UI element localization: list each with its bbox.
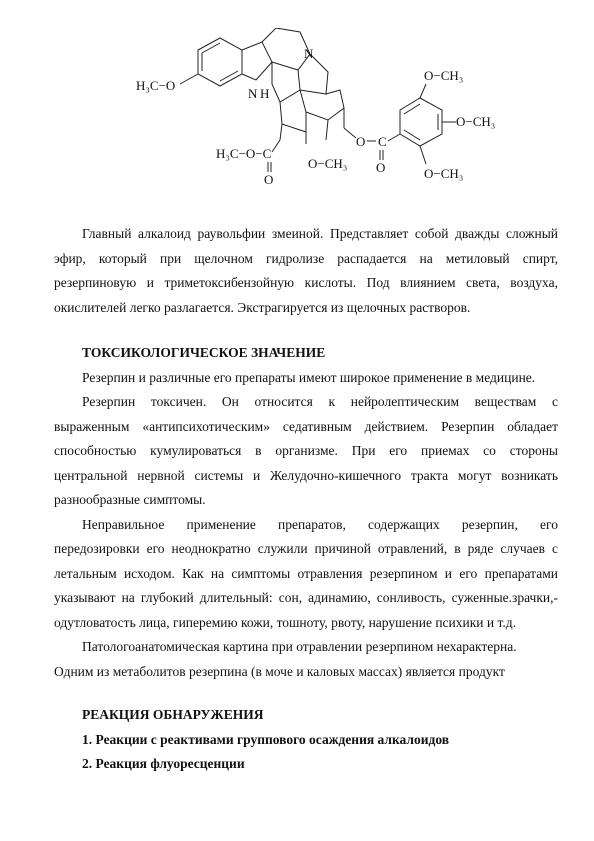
toxicology-paragraph-1: Резерпин и различные его препараты имеют широкое применение в медицине. — [82, 369, 536, 385]
bond — [280, 124, 282, 140]
double-bond — [404, 130, 420, 140]
ring-e-lower — [280, 102, 306, 132]
toxicology-heading: ТОКСИКОЛОГИЧЕСКОЕ ЗНАЧЕНИЕ — [82, 345, 326, 360]
o-ch3-top-label: O−CH₃ — [424, 68, 464, 83]
toxicology-p3-line: летальным исходом. Как на симптомы отравления резерпином и его препаратами — [54, 565, 558, 581]
pyrrole-ring — [242, 42, 272, 80]
toxicology-p2-line: центральной нервной системы и Желудочно-кишечного тракта могут возникать — [54, 467, 558, 483]
toxicology-section — [54, 341, 558, 684]
c-link-label: C — [378, 134, 387, 149]
bond — [326, 120, 328, 140]
detection-item: 1. Реакции с реактивами группового осаждения алкалоидов — [82, 731, 450, 747]
o-ch3-low-label: O−CH₃ — [424, 166, 464, 181]
trimethoxybenzene-ring — [400, 98, 442, 146]
intro-paragraph — [54, 222, 558, 320]
o-ch3-mid-label: O−CH₃ — [456, 114, 496, 129]
bond — [180, 74, 198, 84]
toxicology-p3-line: одутловатость лица, гиперемию кожи, тошноту, рвоту, нарушение психики и т.д. — [54, 614, 516, 630]
toxicology-p3-line: передозировки его неоднократно служили причиной отравлений, в ряде случаев с — [54, 541, 558, 556]
ring-d — [272, 62, 300, 102]
bond — [388, 134, 400, 141]
methoxy-label: H₃C−O — [136, 78, 176, 93]
detection-item: 2. Реакция флуоресценции — [82, 756, 245, 771]
toxicology-p2-line: Резерпин токсичен. Он относится к нейролептическим веществам с — [82, 394, 558, 409]
double-bond — [404, 104, 420, 114]
ring-n-label: N — [304, 46, 314, 61]
bond — [272, 140, 280, 152]
double-bond — [220, 71, 238, 81]
ring-e — [300, 90, 344, 120]
carbonyl-o-right-label: O — [376, 160, 386, 175]
bond — [420, 84, 426, 98]
intro-line: эфир, который при щелочном гидролизе распадается на метиловый спирт, — [54, 250, 558, 266]
indole-benzene-ring — [198, 38, 242, 86]
detection-heading: РЕАКЦИЯ ОБНАРУЖЕНИЯ — [82, 707, 264, 722]
toxicology-p2-line: разнообразные симптомы. — [54, 492, 206, 507]
bond — [344, 128, 356, 138]
intro-line: Главный алкалоид раувольфии змеиной. Представляет собой дважды сложный — [82, 226, 558, 241]
detection-section — [54, 703, 558, 777]
ring-c — [262, 28, 310, 70]
nh-n-label: N — [248, 86, 258, 101]
toxicology-p3-line: Неправильное применение препаратов, содержащих резерпин, его — [82, 516, 558, 532]
bond — [420, 146, 426, 164]
ester-left-label: H₃C−O−C — [216, 146, 272, 161]
double-bond — [202, 43, 220, 53]
carbonyl-o-left-label: O — [264, 172, 274, 187]
toxicology-p3-line: указывают на глубокий длительный: сон, адинамию, сонливость, суженные.зрачки,- — [54, 590, 558, 605]
reserpine-structure — [130, 28, 510, 198]
nh-h-label: H — [260, 86, 270, 101]
toxicology-p2-line: способностью кумулироваться в организме. При его приемах со стороны — [54, 443, 558, 458]
toxicology-p2-line: выраженным «антипсихотическим» седативным действием. Резерпин обладает — [54, 418, 558, 434]
intro-line: резерпиновую и триметоксибензойную кислоты. Под влиянием света, воздуха, — [54, 275, 558, 290]
toxicology-paragraph-4: Патологоанатомическая картина при отравлении резерпином нехарактерна. — [82, 639, 517, 654]
intro-line: окислителей легко разлагается. Экстрагируется из щелочных растворов. — [54, 299, 471, 315]
toxicology-paragraph-5: Одним из метаболитов резерпина (в моче и каловых массах) является продукт — [54, 663, 505, 679]
o-link-label: O — [356, 134, 366, 149]
o-ch3-bottom-label: O−CH₃ — [308, 156, 348, 171]
